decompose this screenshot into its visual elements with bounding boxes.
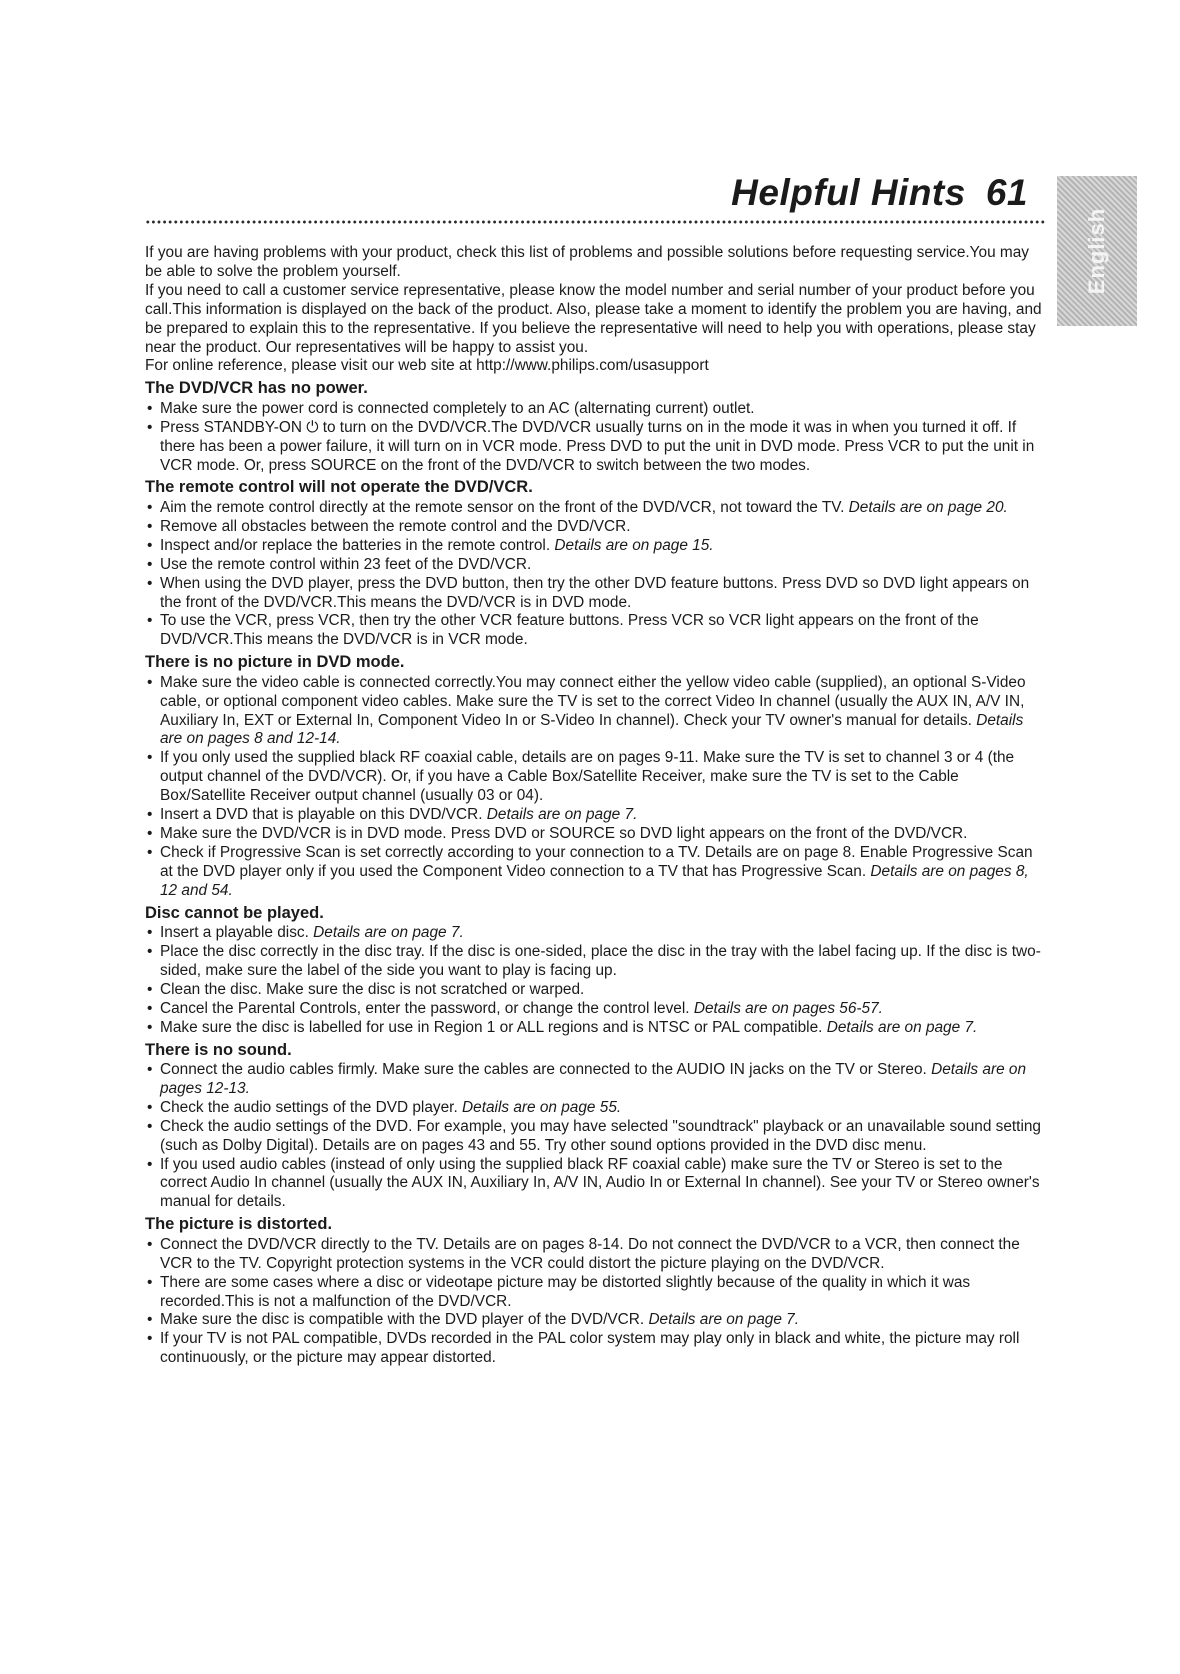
list-item xyxy=(145,1118,1045,1156)
hint-text: When using the DVD player, press the DVD button, then try the other DVD feature buttons. Press DVD so DVD light appears on the front of the DVD/VCR.This means the DVD/VCR is in DVD mode. xyxy=(160,574,1030,611)
hint-text: Clean the disc. Make sure the disc is not scratched or warped. xyxy=(160,980,585,998)
page-title xyxy=(731,172,1028,214)
list-item xyxy=(145,806,1045,825)
hint-text: Cancel the Parental Controls, enter the password, or change the control level. xyxy=(160,999,690,1017)
hint-text: There are some cases where a disc or videotape picture may be distorted slightly because of the quality in which it was recorded.This is not a malfunction of the DVD/VCR. xyxy=(160,1273,971,1310)
language-tab xyxy=(1057,176,1137,326)
list-item xyxy=(145,556,1045,575)
hint-text: Connect the audio cables firmly. Make sure the cables are connected to the AUDIO IN jacks on the TV or Stereo. xyxy=(160,1061,927,1079)
section-heading: The DVD/VCR has no power. xyxy=(145,379,368,398)
page-number: 61 xyxy=(985,172,1028,213)
section xyxy=(145,379,1045,475)
intro-paragraph: If you need to call a customer service representative, please know the model number and serial number of your product before you call.This information is displayed on the back of the product. Also, please take a moment to identify the problem you are having, and be prepared to explain this to the representative. If you believe the representative will need to help you with operations, please stay near the product. Our representatives will be happy to assist you. xyxy=(145,281,1042,356)
hint-text: If you used audio cables (instead of only using the supplied black RF coaxial cable) make sure the TV or Stereo is set to the correct Audio In channel (usually the AUX IN, Auxiliary In, A/V IN, Audio In or External In channel). See your TV or Stereo owner's manual for details. xyxy=(160,1155,1040,1211)
list-item xyxy=(145,1156,1045,1213)
list-item xyxy=(145,400,1045,419)
list-item xyxy=(145,1274,1045,1312)
hint-text: Use the remote control within 23 feet of the DVD/VCR. xyxy=(160,555,532,573)
hint-text: Inspect and/or replace the batteries in the remote control. xyxy=(160,536,551,554)
list-item xyxy=(145,612,1045,650)
page-title-text: Helpful Hints xyxy=(731,172,966,213)
hint-text: Insert a DVD that is playable on this DVD/VCR. xyxy=(160,806,483,824)
page-reference: Details are on page 7. xyxy=(826,1018,978,1036)
list-item xyxy=(145,844,1045,901)
list-item xyxy=(145,825,1045,844)
language-tab-label: English xyxy=(1084,207,1109,295)
hint-text: Make sure the disc is labelled for use in Region 1 or ALL regions and is NTSC or PAL compatible. xyxy=(160,1018,823,1036)
list-item xyxy=(145,1311,1045,1330)
hint-text: Connect the DVD/VCR directly to the TV. Details are on pages 8-14. Do not connect the DVD/VCR to a VCR, then connect the VCR to the TV. Copyright protection systems in the VCR could distort the picture playing on the DVD/VCR. xyxy=(160,1235,1020,1272)
hint-text: Make sure the video cable is connected correctly.You may connect either the yellow video cable (supplied), an optional S-Video cable, or optional component video cables. Make sure the TV is set to the correct Video In channel (usually the AUX IN, A/V IN, Auxiliary In, EXT or External In, Component Video In or S-Video In channel). Check your TV owner's manual for details. xyxy=(160,673,1026,729)
section-heading: The remote control will not operate the DVD/VCR. xyxy=(145,478,533,497)
page-reference: Details are on page 20. xyxy=(848,498,1008,516)
dotted-rule xyxy=(145,220,1045,224)
hint-list xyxy=(145,1236,1045,1368)
page-body xyxy=(145,244,1045,1368)
page-reference: Details are on pages 8 and 12-14. xyxy=(160,711,1024,748)
hint-text: Check the audio settings of the DVD player. xyxy=(160,1098,458,1116)
page-reference: Details are on page 7. xyxy=(313,924,464,942)
hint-text: Press STANDBY-ON ⏻ to turn on the DVD/VCR.The DVD/VCR usually turns on in the mode it was in when you turned it off. If there has been a power failure, it will turn on in VCR mode. Press DVD to put the unit in DVD mode. Press VCR to put the unit in VCR mode. Or, press SOURCE on the front of the DVD/VCR to switch between the two modes. xyxy=(160,418,1035,474)
intro xyxy=(145,244,1045,376)
section-heading: The picture is distorted. xyxy=(145,1215,333,1234)
hint-list xyxy=(145,674,1045,901)
section xyxy=(145,1041,1045,1213)
list-item xyxy=(145,518,1045,537)
list-item xyxy=(145,943,1045,981)
hint-list xyxy=(145,499,1045,650)
list-item xyxy=(145,1099,1045,1118)
hint-list xyxy=(145,400,1045,476)
list-item xyxy=(145,749,1045,806)
list-item xyxy=(145,1330,1045,1368)
page-reference: Details are on page 7. xyxy=(648,1311,800,1329)
hint-text: Insert a playable disc. xyxy=(160,924,309,942)
list-item xyxy=(145,575,1045,613)
section-heading: There is no sound. xyxy=(145,1040,292,1059)
hint-text: To use the VCR, press VCR, then try the other VCR feature buttons. Press VCR so VCR light appears on the front of the DVD/VCR.This means the DVD/VCR is in VCR mode. xyxy=(160,612,979,649)
list-item xyxy=(145,499,1045,518)
intro-paragraph: If you are having problems with your product, check this list of problems and possible solutions before requesting service.You may be able to solve the problem yourself. xyxy=(145,244,1029,280)
list-item xyxy=(145,1236,1045,1274)
hint-text: Remove all obstacles between the remote control and the DVD/VCR. xyxy=(160,517,631,535)
list-item xyxy=(145,924,1045,943)
list-item xyxy=(145,419,1045,476)
page-reference: Details are on page 7. xyxy=(486,806,638,824)
hint-text: Place the disc correctly in the disc tray. If the disc is one-sided, place the disc in the tray with the label facing up. If the disc is two-sided, make sure the label of the side you want to play is facing up. xyxy=(160,943,1041,979)
hint-text: Check if Progressive Scan is set correctly according to your connection to a TV. Details are on page 8. Enable Progressive Scan at the DVD player only if you used the Component Video connection to a TV that has Progressive Scan. xyxy=(160,843,1033,880)
hint-text: Make sure the disc is compatible with the DVD player of the DVD/VCR. xyxy=(160,1311,645,1329)
hint-list xyxy=(145,924,1045,1037)
hint-text: Aim the remote control directly at the remote sensor on the front of the DVD/VCR, not toward the TV. xyxy=(160,498,845,516)
list-item xyxy=(145,537,1045,556)
list-item xyxy=(145,981,1045,1000)
section xyxy=(145,478,1045,650)
page-reference: Details are on page 55. xyxy=(462,1098,622,1116)
page-reference: Details are on pages 8, 12 and 54. xyxy=(160,862,1029,899)
hint-text: Make sure the power cord is connected completely to an AC (alternating current) outlet. xyxy=(160,399,755,417)
section xyxy=(145,1215,1045,1368)
hint-text: If your TV is not PAL compatible, DVDs recorded in the PAL color system may play only in black and white, the picture may roll continuously, or the picture may appear distorted. xyxy=(160,1330,1020,1367)
list-item xyxy=(145,1019,1045,1038)
section xyxy=(145,904,1045,1038)
sections-container xyxy=(145,379,1045,1368)
page-reference: Details are on page 15. xyxy=(554,536,714,554)
page-reference: Details are on pages 56-57. xyxy=(693,999,883,1017)
hint-text: Make sure the DVD/VCR is in DVD mode. Press DVD or SOURCE so DVD light appears on the front of the DVD/VCR. xyxy=(160,824,968,842)
page-reference: Details are on pages 12-13. xyxy=(160,1061,1027,1097)
hint-text: If you only used the supplied black RF coaxial cable, details are on pages 9-11. Make sure the TV is set to channel 3 or 4 (the output channel of the DVD/VCR). Or, if you have a Cable Box/Satellite Receiver, make sure the TV is set to the Cable Box/Satellite Receiver output channel (usually 03 or 04). xyxy=(160,749,1015,805)
section-heading: There is no picture in DVD mode. xyxy=(145,653,405,672)
list-item xyxy=(145,1000,1045,1019)
list-item xyxy=(145,674,1045,750)
list-item xyxy=(145,1061,1045,1099)
hint-text: Check the audio settings of the DVD. For example, you may have selected "soundtrack" playback or an unavailable sound setting (such as Dolby Digital). Details are on pages 43 and 55. Try other sound options provided in the DVD disc menu. xyxy=(160,1117,1041,1154)
intro-paragraph: For online reference, please visit our web site at http://www.philips.com/usasupport xyxy=(145,357,709,375)
section-heading: Disc cannot be played. xyxy=(145,903,324,922)
hint-list xyxy=(145,1061,1045,1212)
section xyxy=(145,653,1045,900)
